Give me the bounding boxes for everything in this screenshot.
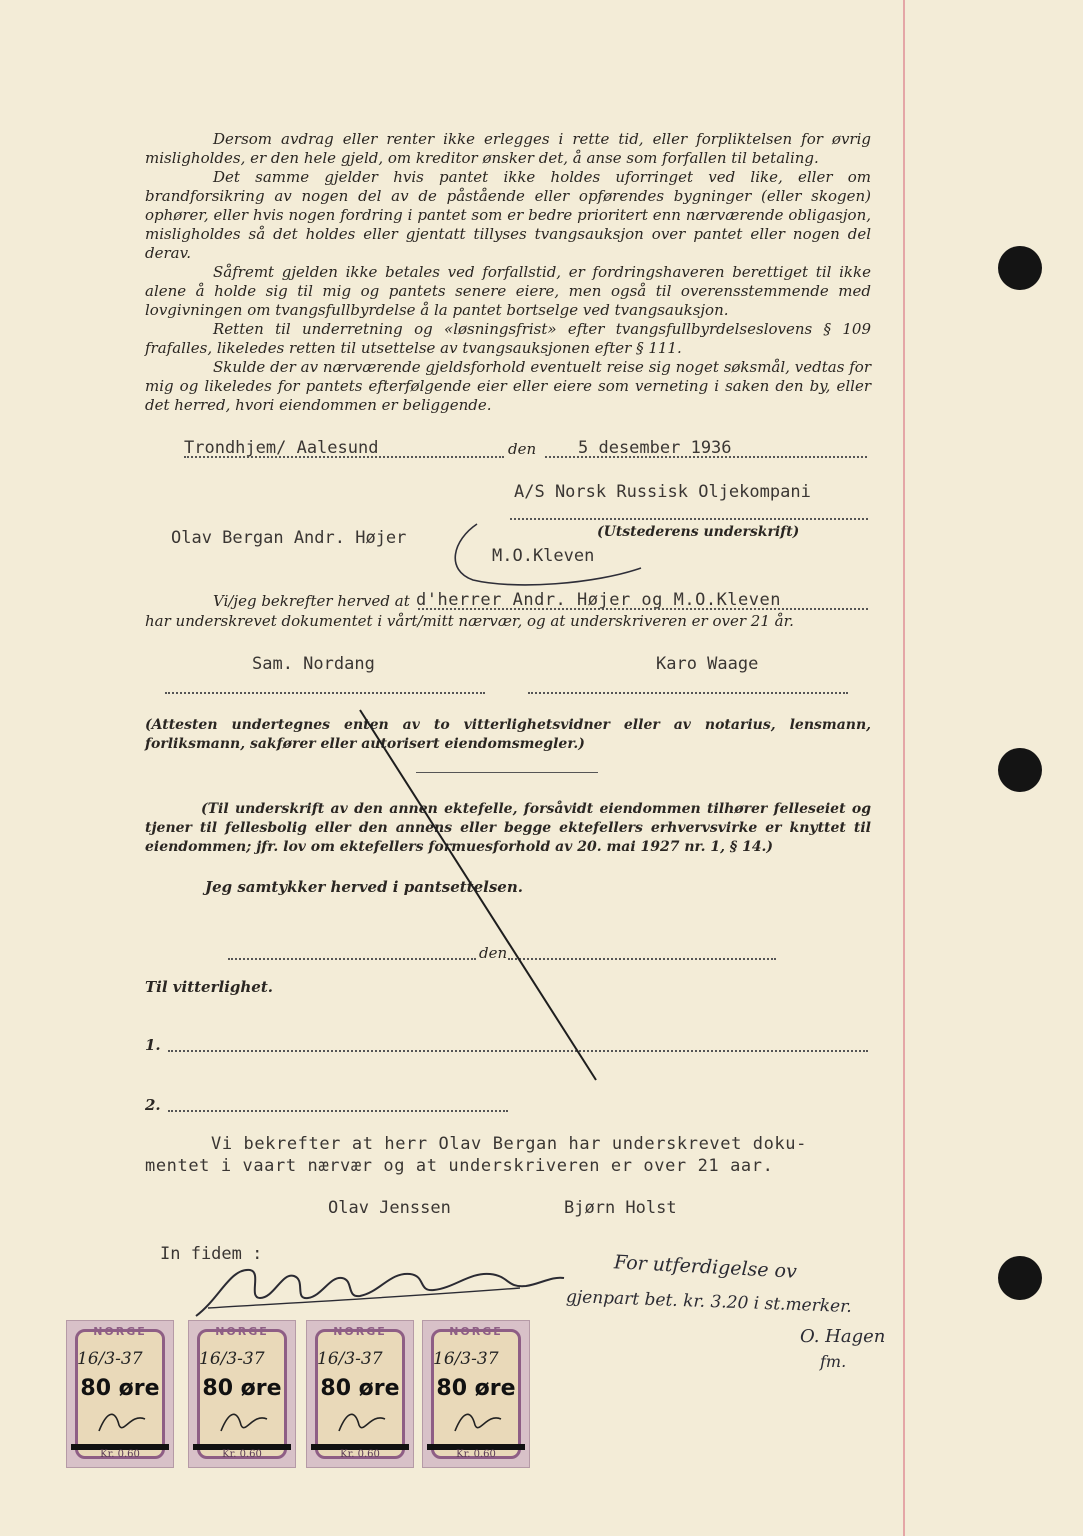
witness-left-line [165,692,485,694]
stamp-date: 16/3-37 [77,1349,143,1369]
signer-kleven: M.O.Kleven [492,546,595,566]
stamp-country: NORGE [93,1325,147,1338]
stamp-initials [97,1405,147,1435]
spouse-note: (Til underskrift av den annen ektefelle, forsåvidt eiendommen tilhører felleseiet og tjener til fellesbolig eller den annens eller begge ektefellers erhvervsvirke er knyttet til eiendommen; jfr. lov om ektefellers formuesforhold av 20. mai 1927 nr. 1, § 14.) [145,801,871,855]
confirmation-dotted-line [418,608,868,610]
revenue-stamp-1 [66,1320,174,1468]
revenue-stamp-3 [306,1320,414,1468]
stamp-country: NORGE [449,1325,503,1338]
stamp-overprint: 80 øre [436,1376,516,1401]
witness-right-line [528,692,848,694]
paragraph-notice: Retten til underretning og «løsningsfrist» efter tvangsfullbyrdelseslovens § 109 frafalles, likeledes retten til utsettelse av tvangsauksjonen efter § 111. [145,320,871,357]
typed-witness-right: Bjørn Holst [564,1198,677,1218]
confirmation-typed-names: d'herrer Andr. Højer og M.O.Kleven [416,590,781,610]
attest-note: (Attesten undertegnes enten av to vitterlighetsvidner eller av notarius, lensmann, forliksmann, sakfører eller autorisert eiendomsmegler.) [145,717,871,752]
handwritten-note-fm: fm. [820,1352,847,1371]
confirmation-prefix: Vi/jeg bekrefter herved at [213,592,410,610]
witness-left: Sam. Nordang [252,654,375,674]
stamp-overprint: 80 øre [80,1376,160,1401]
stamp-overprint: 80 øre [202,1376,282,1401]
stamp-initials [337,1405,387,1435]
confirmation-suffix: har underskrevet dokumentet i vårt/mitt nærvær, og at underskriveren er over 21 år. [145,612,794,630]
typed-witness-left: Olav Jenssen [328,1198,451,1218]
handwritten-note-signature: O. Hagen [800,1326,886,1347]
stamp-country: NORGE [333,1325,387,1338]
handwritten-signature [190,1258,570,1324]
stamp-date: 16/3-37 [199,1349,265,1369]
date-dotted-line [545,456,867,458]
stamp-initials [219,1405,269,1435]
revenue-stamp-2 [188,1320,296,1468]
in-fidem-label: In fidem : [160,1244,263,1264]
til-vitterlighet: Til vitterlighet. [145,978,273,996]
stamp-date: 16/3-37 [317,1349,383,1369]
stamp-face-value: Kr. 0.60 [100,1449,140,1460]
den-label-2: den [479,944,508,962]
stamp-initials [453,1405,503,1435]
handwritten-note-line-1: For utferdigelse ov [613,1251,798,1283]
witness-right: Karo Waage [656,654,759,674]
typed-confirmation-line-2: mentet i vaart nærvær og at underskriveren er over 21 aar. [145,1156,774,1176]
place-dotted-line [184,456,504,458]
place-text: Trondhjem/ Aalesund [184,438,379,458]
red-margin-line [903,0,905,1536]
stamp-face-value: Kr. 0.60 [456,1449,496,1460]
stamp-date: 16/3-37 [433,1349,499,1369]
stamp-country: NORGE [215,1325,269,1338]
diagonal-strike-line [340,700,620,1090]
punch-hole-top [998,246,1042,290]
date-text: 5 desember 1936 [578,438,732,458]
signers-names: Olav Bergan Andr. Højer [171,528,407,548]
stamp-overprint: 80 øre [320,1376,400,1401]
company-name: A/S Norsk Russisk Oljekompani [514,482,811,502]
consent-text: Jeg samtykker herved i pantsettelsen. [205,878,523,896]
stamp-face-value: Kr. 0.60 [222,1449,262,1460]
line-number-1: 1. [145,1036,161,1054]
punch-hole-middle [998,748,1042,792]
paragraph-due-date: Såfremt gjelden ikke betales ved forfallstid, er fordringshaveren berettiget til ikke alene å holde sig til mig og pantets senere eiere, men også til overensstemmende med lovgivningen om tvangsfullbyrdelse å la pantet bortselge ved tvangsauksjon. [145,263,871,319]
punch-hole-bottom [998,1256,1042,1300]
revenue-stamp-4 [422,1320,530,1468]
stamp-face-value: Kr. 0.60 [340,1449,380,1460]
paragraph-venue: Skulde der av nærværende gjeldsforhold eventuelt reise sig noget søksmål, vedtas for mig og likeledes for pantets efterfølgende eier eller eiere som verneting i saken den by, eller det herred, hvori eiendommen er beliggende. [145,358,871,414]
den-label: den [508,440,537,458]
witness-line-2 [168,1110,508,1112]
terms-paragraphs [145,130,871,415]
typed-confirmation-line-1: Vi bekrefter at herr Olav Bergan har underskrevet doku- [211,1134,807,1154]
issuer-signature-label: (Utstederens underskrift) [597,524,800,540]
paragraph-fire-insurance: Det samme gjelder hvis pantet ikke holdes uforringet ved like, eller om brandforsikring av nogen del av de påstående eller opførendes bygninger (eller skogen) ophører, eller hvis nogen fordring i pantet som er bedre prioritert enn nærværende obligasjon, misligholdes så det holdes eller gjentatt tillyses tvangsauksjon over pantet eller nogen del derav. [145,168,871,262]
handwritten-note-line-2: gjenpart bet. kr. 3.20 i st.merker. [565,1287,853,1317]
line-number-2: 2. [145,1096,161,1114]
paragraph-default: Dersom avdrag eller renter ikke erlegges i rette tid, eller forpliktelsen for øvrig misligholdes, er den hele gjeld, om kreditor ønsker det, å anse som forfallen til betaling. [145,130,871,167]
